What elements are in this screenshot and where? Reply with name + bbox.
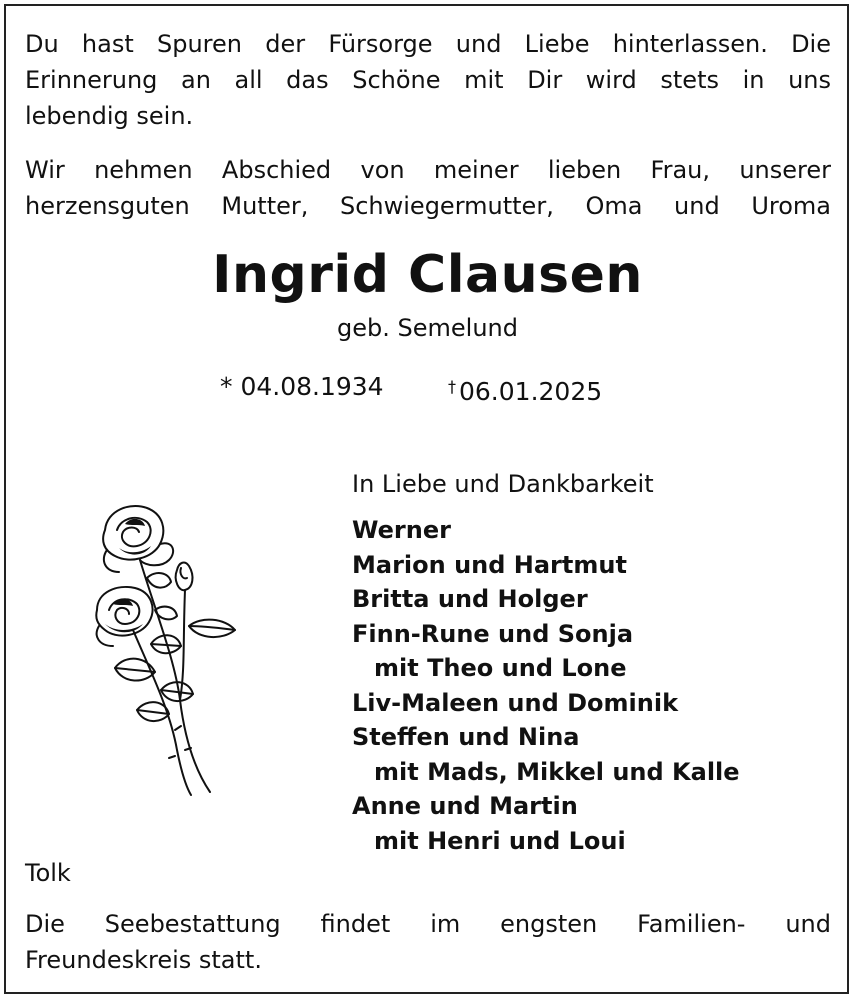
family-member-line: Marion und Hartmut xyxy=(352,550,627,579)
death-date: 06.01.2025 xyxy=(459,377,603,406)
deceased-name: Ingrid Clausen xyxy=(212,245,643,305)
intro-text xyxy=(25,26,831,134)
death-date-group xyxy=(448,367,602,412)
maiden-name: geb. Semelund xyxy=(337,314,518,342)
birth-date: 04.08.1934 xyxy=(240,372,384,401)
family-children-line: mit Henri und Loui xyxy=(374,826,626,855)
burial-line-1: Die Seebestattung findet im engsten Familien- und xyxy=(25,910,831,938)
family-member-line: Liv-Maleen und Dominik xyxy=(352,688,679,717)
farewell-text xyxy=(25,152,831,224)
family-member-line: Anne und Martin xyxy=(352,792,578,820)
death-symbol: † xyxy=(448,377,456,396)
closing-phrase: In Liebe und Dankbarkeit xyxy=(352,470,654,498)
family-children-line: mit Mads, Mikkel und Kalle xyxy=(374,757,740,786)
family-member-line: Britta und Holger xyxy=(352,585,588,613)
mourners-list xyxy=(352,513,740,858)
intro-line-2: Erinnerung an all das Schöne mit Dir wird stets in uns xyxy=(25,66,831,94)
intro-line-1: Du hast Spuren der Fürsorge und Liebe hinterlassen. Die xyxy=(25,30,831,58)
burial-line-2: Freundeskreis statt. xyxy=(25,946,262,974)
birth-symbol: * xyxy=(220,372,233,401)
farewell-line-1: Wir nehmen Abschied von meiner lieben Frau, unserer xyxy=(25,156,831,184)
place-name: Tolk xyxy=(25,859,71,887)
farewell-line-2: herzensguten Mutter, Schwiegermutter, Oma und Uroma xyxy=(25,192,831,220)
family-member-line: Steffen und Nina xyxy=(352,723,580,751)
birth-date-group xyxy=(220,367,384,407)
rose-illustration-icon xyxy=(85,500,245,800)
burial-text xyxy=(25,906,831,978)
intro-line-3: lebendig sein. xyxy=(25,102,194,130)
family-member-line: Werner xyxy=(352,516,451,544)
family-member-line: Finn-Rune und Sonja xyxy=(352,619,634,648)
family-children-line: mit Theo und Lone xyxy=(374,654,627,682)
